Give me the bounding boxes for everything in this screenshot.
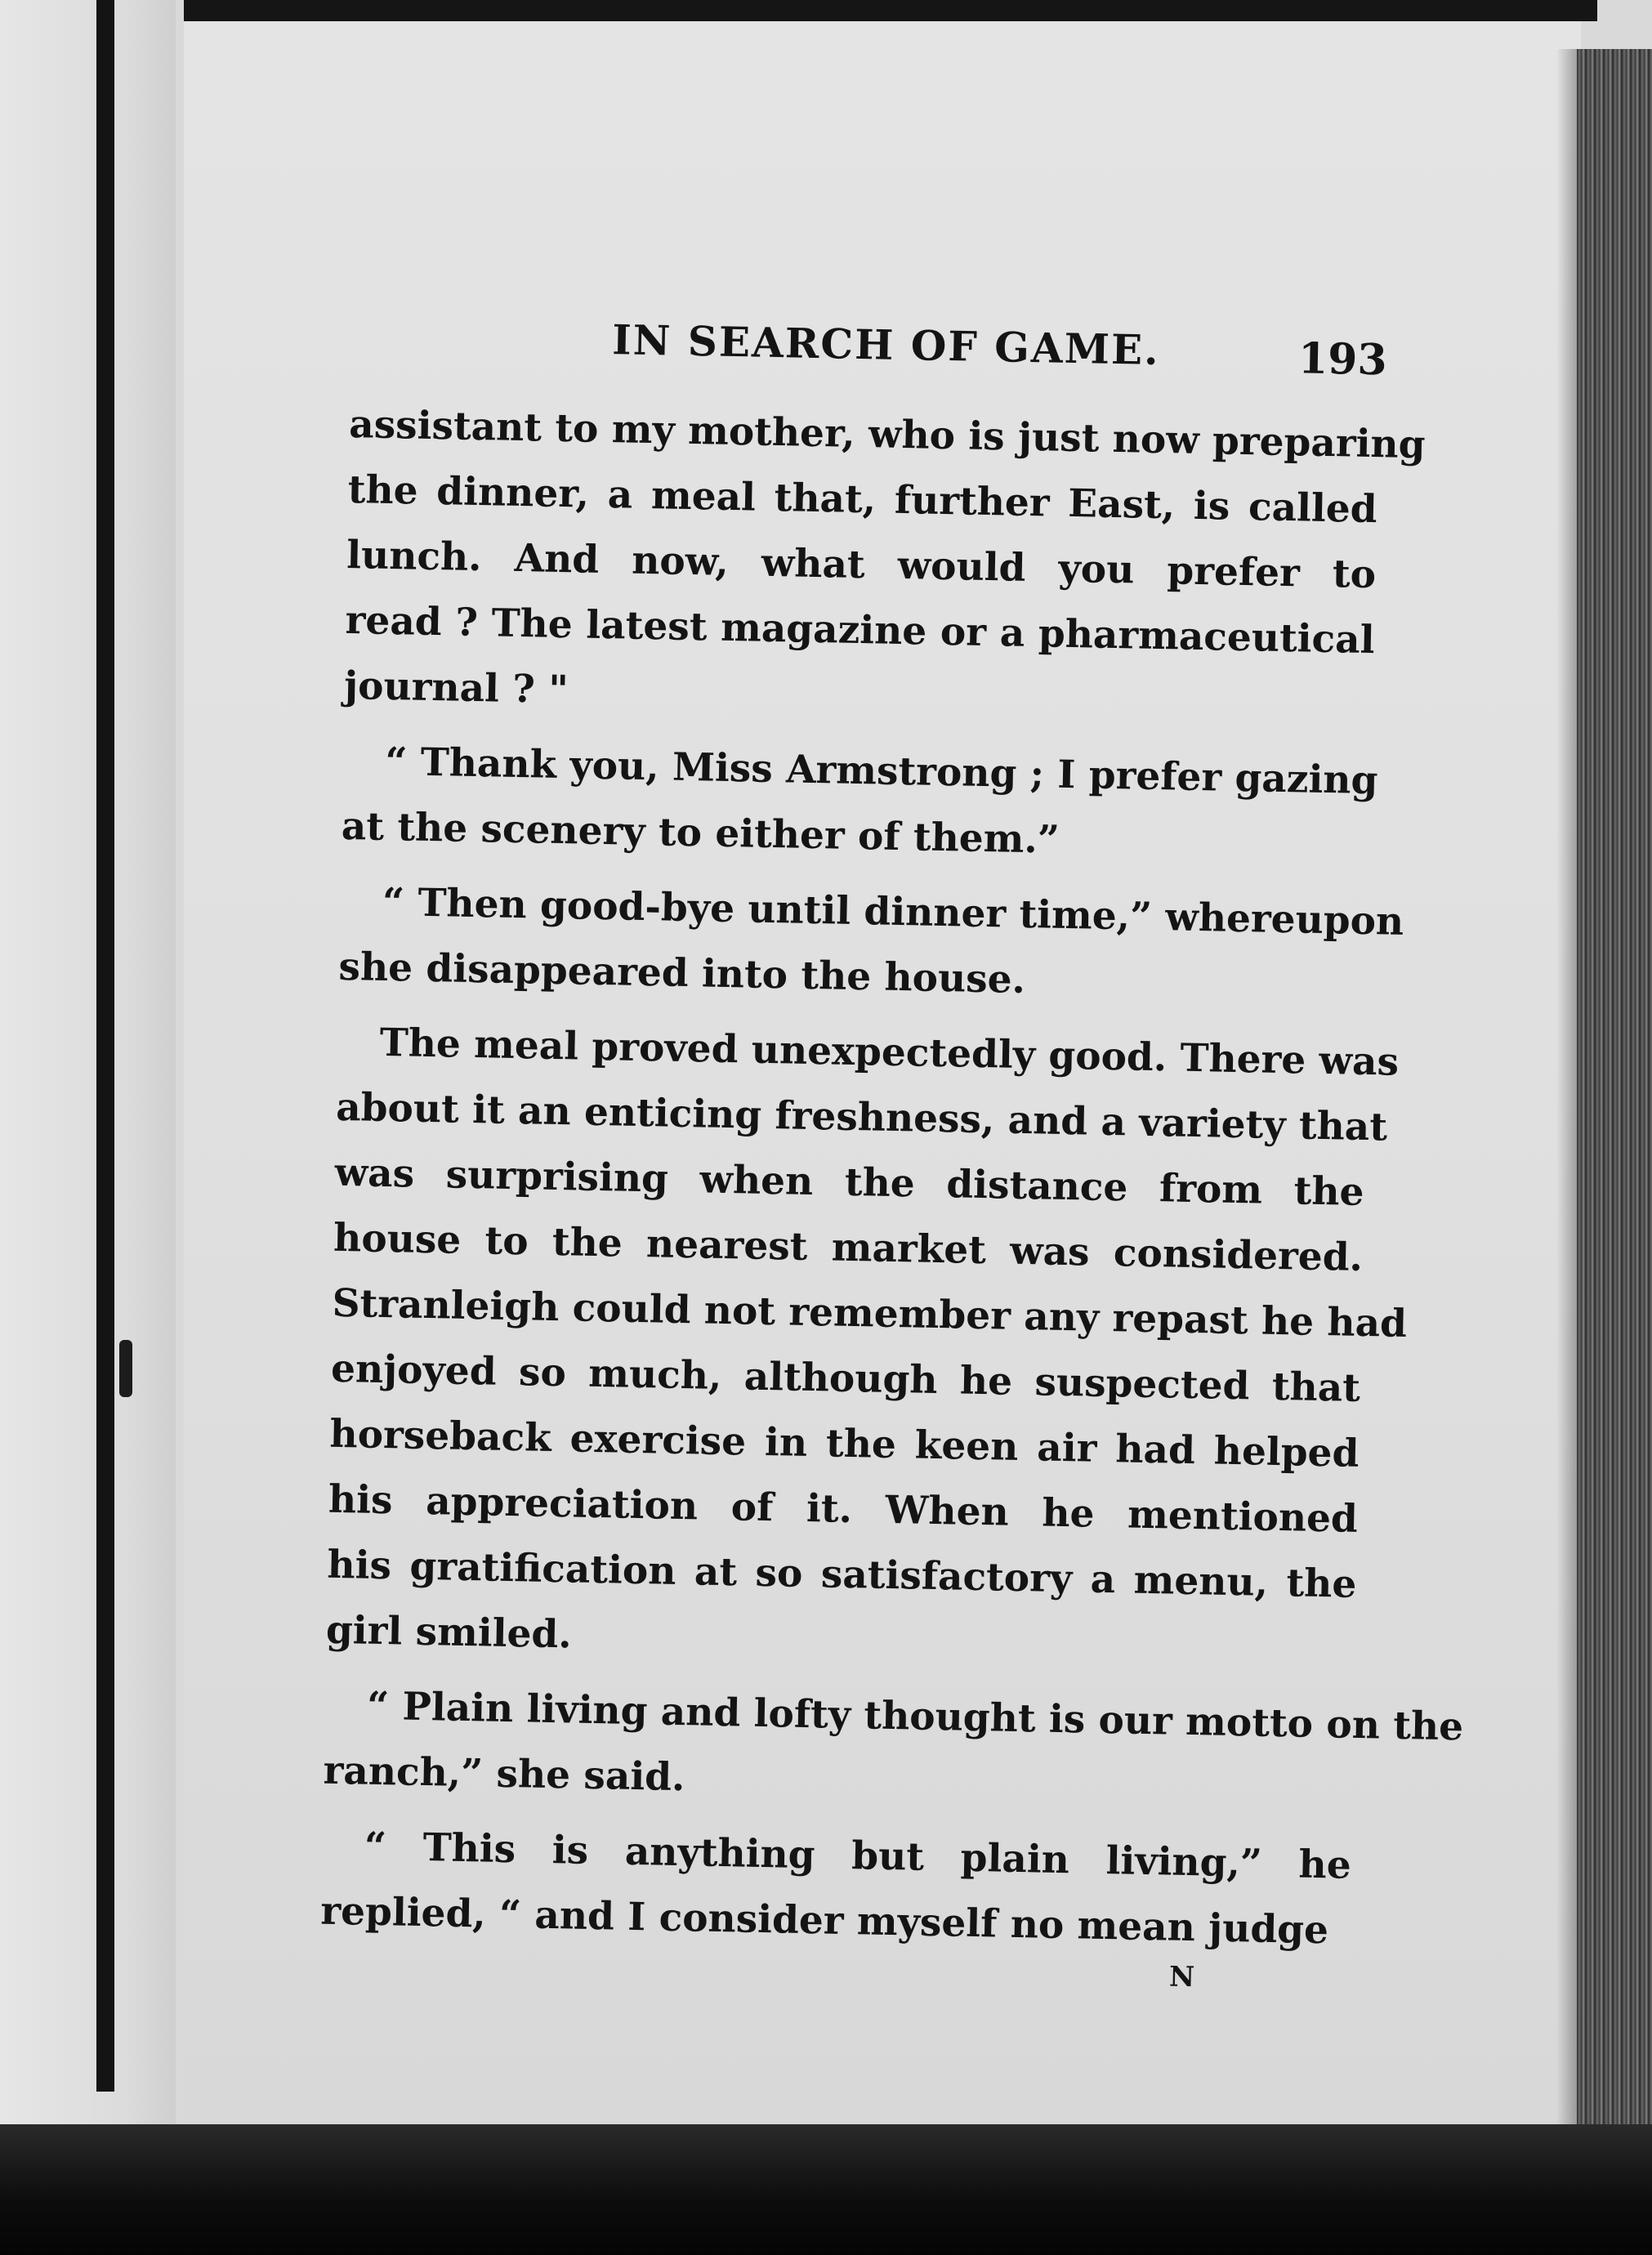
text-line: “ Plain living and lofty thought is our motto on the bbox=[366, 1683, 1464, 1750]
page-fore-edge bbox=[1577, 49, 1652, 2255]
paragraph bbox=[341, 729, 1378, 879]
text-line: was surprising when the distance from the bbox=[334, 1150, 1365, 1215]
text-line: she disappeared into the house. bbox=[338, 944, 1026, 1002]
text-line: Stranleigh could not remember any repast he had bbox=[332, 1280, 1408, 1347]
text-line: “ This is anything but plain living,” he bbox=[364, 1824, 1352, 1888]
text-line: replied, “ and I consider myself no mean judge bbox=[319, 1888, 1329, 1954]
running-head-title: IN SEARCH OF GAME. bbox=[611, 315, 1161, 375]
text-line: ranch,” she said. bbox=[323, 1748, 685, 1801]
text-line: read ? The latest magazine or a pharmaceutical bbox=[345, 597, 1376, 663]
page-number: 193 bbox=[1297, 333, 1388, 386]
binding-knot bbox=[119, 1340, 132, 1397]
text-line: assistant to my mother, who is just now preparing bbox=[348, 401, 1427, 468]
text-line: enjoyed so much, although he suspected that bbox=[330, 1346, 1361, 1411]
paragraph bbox=[338, 869, 1404, 1020]
paragraph bbox=[325, 1010, 1408, 1683]
text-line: “ Thank you, Miss Armstrong ; I prefer gazing bbox=[384, 739, 1378, 804]
text-line: journal ? " bbox=[343, 663, 569, 713]
paragraph bbox=[343, 392, 1427, 739]
text-line: the dinner, a meal that, further East, is called bbox=[347, 467, 1378, 533]
text-line: his gratification at so satisfactory a menu, the bbox=[326, 1542, 1357, 1607]
text-line: his appreciation of it. When he mentioned bbox=[328, 1476, 1359, 1542]
paragraph bbox=[323, 1673, 1464, 1824]
signature-mark: N bbox=[1168, 1960, 1195, 1994]
text-line: horseback exercise in the keen air had helped bbox=[329, 1411, 1360, 1476]
text-line: lunch. And now, what would you prefer to bbox=[346, 532, 1377, 598]
text-line: girl smiled. bbox=[325, 1607, 573, 1658]
text-block bbox=[319, 310, 1464, 2021]
text-line: about it an enticing freshness, and a variety that bbox=[335, 1084, 1388, 1150]
text-line: The meal proved unexpectedly good. There was bbox=[379, 1020, 1400, 1085]
top-border bbox=[184, 0, 1597, 21]
text-line: house to the nearest market was considered. bbox=[333, 1215, 1364, 1280]
binding-line bbox=[96, 0, 114, 2092]
left-gutter bbox=[0, 0, 176, 2255]
body-text bbox=[319, 392, 1464, 1964]
text-line: at the scenery to either of them.” bbox=[341, 803, 1060, 863]
bottom-shadow bbox=[0, 2124, 1652, 2255]
paragraph bbox=[320, 1814, 1352, 1964]
text-line: “ Then good-bye until dinner time,” whereupon bbox=[382, 879, 1404, 944]
